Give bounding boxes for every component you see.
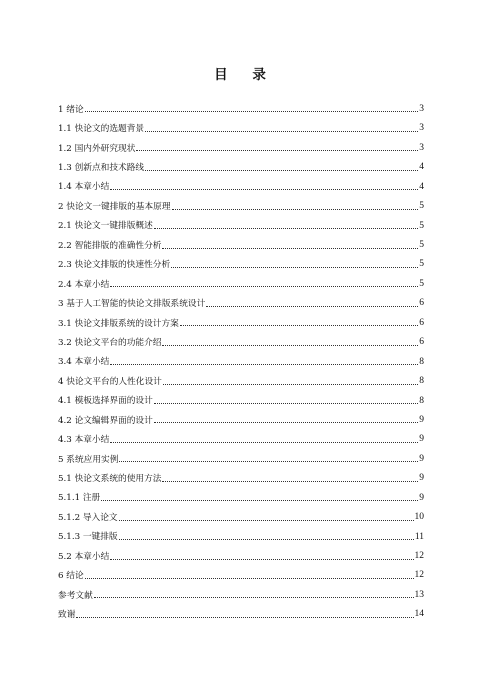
dot-leader	[163, 384, 418, 385]
toc-entry-page-number: 12	[414, 570, 424, 581]
toc-entry[interactable]	[58, 582, 424, 601]
dot-leader	[145, 131, 418, 132]
toc-entry-label: 5 系统应用实例	[58, 454, 119, 465]
toc-entry-label: 3.2 快论文平台的功能介绍	[58, 337, 162, 348]
toc-entry-label: 1.3 创新点和技术路线	[58, 163, 145, 174]
toc-title: 目 录	[214, 67, 276, 83]
toc-entry-page-number: 5	[419, 201, 424, 212]
toc-entry-page-number: 5	[419, 220, 424, 231]
toc-entry[interactable]	[58, 213, 424, 232]
toc-entry-label: 2.2 智能排版的准确性分析	[58, 240, 162, 251]
dot-leader	[154, 228, 418, 229]
toc-entry-label: 1.1 快论文的选题背景	[58, 124, 145, 135]
dot-leader	[145, 170, 418, 171]
toc-entry-page-number: 6	[419, 337, 424, 348]
toc-entry-page-number: 8	[419, 395, 424, 406]
toc-entry-label: 3.4 本章小结	[58, 357, 110, 368]
toc-entry[interactable]	[58, 329, 424, 348]
toc-entry-page-number: 9	[419, 473, 424, 484]
toc-entry[interactable]	[58, 388, 424, 407]
toc-entry-label: 5.1 快论文系统的使用方法	[58, 474, 162, 485]
dot-leader	[110, 364, 418, 365]
toc-entry-page-number: 14	[414, 609, 424, 620]
dot-leader	[162, 345, 418, 346]
dot-leader	[110, 286, 418, 287]
toc-entry[interactable]	[58, 543, 424, 562]
dot-leader	[119, 539, 414, 540]
toc-entry[interactable]	[58, 368, 424, 387]
toc-entry[interactable]	[58, 115, 424, 134]
toc-entry-label: 4.3 本章小结	[58, 435, 110, 446]
toc-entry-page-number: 5	[419, 259, 424, 270]
toc-entry[interactable]	[58, 426, 424, 445]
dot-leader	[85, 578, 414, 579]
toc-entry-label: 参考文献	[58, 590, 93, 601]
toc-entry-page-number: 8	[419, 376, 424, 387]
toc-entry-page-number: 5	[419, 240, 424, 250]
toc-entry[interactable]	[58, 252, 424, 271]
toc-entry-label: 5.2 本章小结	[58, 551, 110, 562]
toc-entry-page-number: 10	[414, 512, 424, 523]
dot-leader	[85, 111, 419, 112]
toc-entry[interactable]	[58, 135, 424, 154]
toc-entry-page-number: 6	[419, 298, 424, 309]
toc-entry[interactable]	[58, 465, 424, 484]
toc-entry[interactable]	[58, 310, 424, 329]
toc-entry[interactable]	[58, 96, 424, 115]
toc-entry[interactable]	[58, 349, 424, 368]
dot-leader	[154, 422, 418, 423]
dot-leader	[76, 617, 413, 618]
dot-leader	[180, 325, 418, 326]
toc-entry-label: 1.4 本章小结	[58, 182, 110, 193]
toc-entry-page-number: 8	[419, 356, 424, 367]
table-of-contents	[58, 96, 424, 621]
toc-entry-page-number: 4	[419, 181, 424, 192]
toc-entry-label: 6 结论	[58, 571, 84, 582]
toc-entry-label: 4.2 论文编辑界面的设计	[58, 415, 153, 426]
toc-entry[interactable]	[58, 290, 424, 309]
toc-entry[interactable]	[58, 154, 424, 173]
toc-entry-label: 5.1.1 注册	[58, 493, 101, 504]
dot-leader	[162, 481, 418, 482]
toc-entry-label: 2 快论文一键排版的基本原理	[58, 201, 171, 212]
dot-leader	[110, 442, 418, 443]
dot-leader	[136, 150, 418, 151]
toc-entry-page-number: 3	[419, 142, 424, 153]
toc-entry[interactable]	[58, 407, 424, 426]
toc-entry-label: 4 快论文平台的人性化设计	[58, 376, 162, 387]
toc-entry[interactable]	[58, 271, 424, 290]
toc-entry-label: 5.1.3 一键排版	[58, 532, 118, 543]
dot-leader	[110, 189, 418, 190]
toc-entry-label: 1 绪论	[58, 104, 84, 115]
toc-entry-page-number: 4	[419, 162, 424, 173]
dot-leader	[101, 500, 418, 501]
toc-entry-label: 4.1 模板选择界面的设计	[58, 396, 153, 407]
toc-entry[interactable]	[58, 446, 424, 465]
toc-entry-label: 5.1.2 导入论文	[58, 512, 118, 523]
toc-entry-page-number: 9	[419, 414, 424, 425]
toc-entry-page-number: 11	[414, 531, 424, 542]
toc-entry-label: 2.1 快论文一键排版概述	[58, 221, 153, 232]
dot-leader	[206, 306, 418, 307]
toc-entry[interactable]	[58, 504, 424, 523]
toc-entry-label: 1.2 国内外研究现状	[58, 143, 136, 154]
toc-entry-page-number: 6	[419, 317, 424, 328]
dot-leader	[162, 248, 418, 249]
toc-entry[interactable]	[58, 563, 424, 582]
toc-entry[interactable]	[58, 524, 424, 543]
toc-entry-page-number: 12	[414, 551, 424, 561]
dot-leader	[119, 520, 414, 521]
toc-entry-label: 2.3 快论文排版的快速性分析	[58, 260, 171, 271]
dot-leader	[172, 209, 419, 210]
dot-leader	[110, 559, 413, 560]
toc-entry-page-number: 3	[419, 103, 424, 114]
toc-entry-page-number: 5	[419, 278, 424, 289]
toc-entry-page-number: 9	[419, 453, 424, 464]
toc-entry-page-number: 9	[419, 434, 424, 445]
toc-entry[interactable]	[58, 601, 424, 620]
dot-leader	[154, 403, 418, 404]
toc-entry[interactable]	[58, 232, 424, 251]
toc-entry-page-number: 13	[414, 589, 424, 600]
dot-leader	[171, 267, 418, 268]
toc-entry[interactable]	[58, 193, 424, 212]
toc-entry-label: 3 基于人工智能的快论文排版系统设计	[58, 299, 206, 310]
dot-leader	[119, 461, 418, 462]
toc-entry[interactable]	[58, 174, 424, 193]
toc-entry-label: 3.1 快论文排版系统的设计方案	[58, 318, 179, 329]
toc-entry[interactable]	[58, 485, 424, 504]
toc-entry-label: 2.4 本章小结	[58, 279, 110, 290]
dot-leader	[94, 597, 414, 598]
toc-entry-label: 致谢	[58, 610, 76, 621]
toc-entry-page-number: 3	[419, 123, 424, 134]
toc-entry-page-number: 9	[419, 492, 424, 503]
